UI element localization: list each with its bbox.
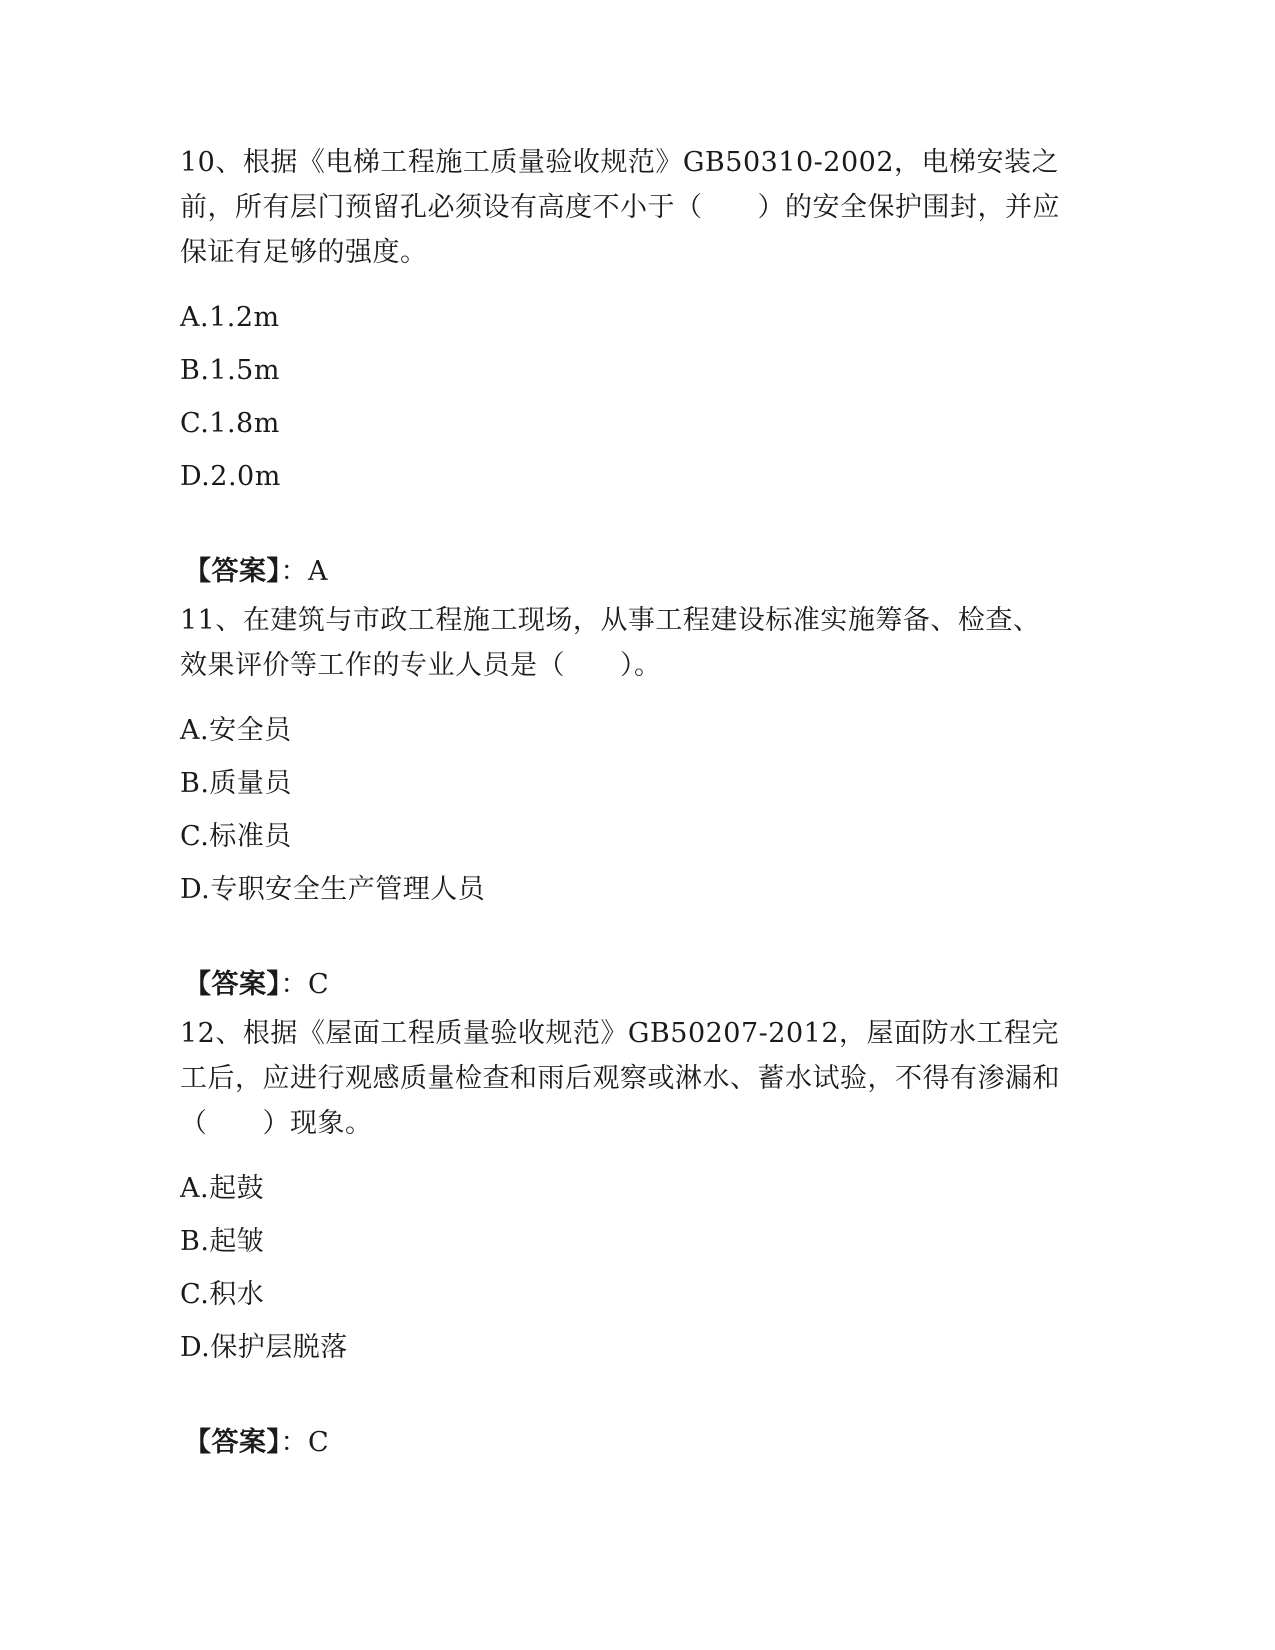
- answer-label: 【答案】: [184, 1427, 281, 1458]
- answer-value: A: [308, 556, 328, 587]
- option-b: B.1.5m: [180, 355, 280, 386]
- option-c: C.标准员: [180, 821, 292, 852]
- answer-separator: ：: [280, 1427, 308, 1458]
- question-11: [180, 598, 1060, 1007]
- option-d: D.专职安全生产管理人员: [180, 874, 486, 905]
- answer-separator: ：: [280, 969, 308, 1000]
- document-page: [180, 140, 1060, 1469]
- option-a: A.起鼓: [180, 1173, 265, 1204]
- question-stem: 12、根据《屋面工程质量验收规范》GB50207-2012，屋面防水工程完工后，应进行观感质量检查和雨后观察或淋水、蓄水试验，不得有渗漏和（ ）现象。: [180, 1018, 1060, 1139]
- question-stem: 10、根据《电梯工程施工质量验收规范》GB50310-2002，电梯安装之前，所有层门预留孔必须设有高度不小于（ ）的安全保护围封，并应保证有足够的强度。: [180, 147, 1060, 268]
- answer-line: [184, 962, 1060, 1007]
- option-list: [180, 1162, 1060, 1374]
- option-list: [180, 704, 1060, 916]
- option-a: A.1.2m: [180, 302, 280, 333]
- question-10: [180, 140, 1060, 594]
- answer-value: C: [308, 1427, 330, 1458]
- answer-label: 【答案】: [184, 969, 281, 1000]
- option-b: B.质量员: [180, 768, 292, 799]
- option-b: B.起皱: [180, 1226, 265, 1257]
- answer-separator: ：: [280, 556, 308, 587]
- option-d: D.保护层脱落: [180, 1332, 348, 1363]
- option-list: [180, 291, 1060, 503]
- option-c: C.1.8m: [180, 408, 280, 439]
- option-c: C.积水: [180, 1279, 265, 1310]
- answer-value: C: [308, 969, 330, 1000]
- question-stem: 11、在建筑与市政工程施工现场，从事工程建设标准实施筹备、检查、效果评价等工作的专业人员是（ ）。: [180, 605, 1041, 681]
- answer-line: [184, 1420, 1060, 1465]
- option-a: A.安全员: [180, 715, 292, 746]
- option-d: D.2.0m: [180, 461, 281, 492]
- answer-line: [184, 549, 1060, 594]
- question-12: [180, 1011, 1060, 1465]
- answer-label: 【答案】: [184, 556, 281, 587]
